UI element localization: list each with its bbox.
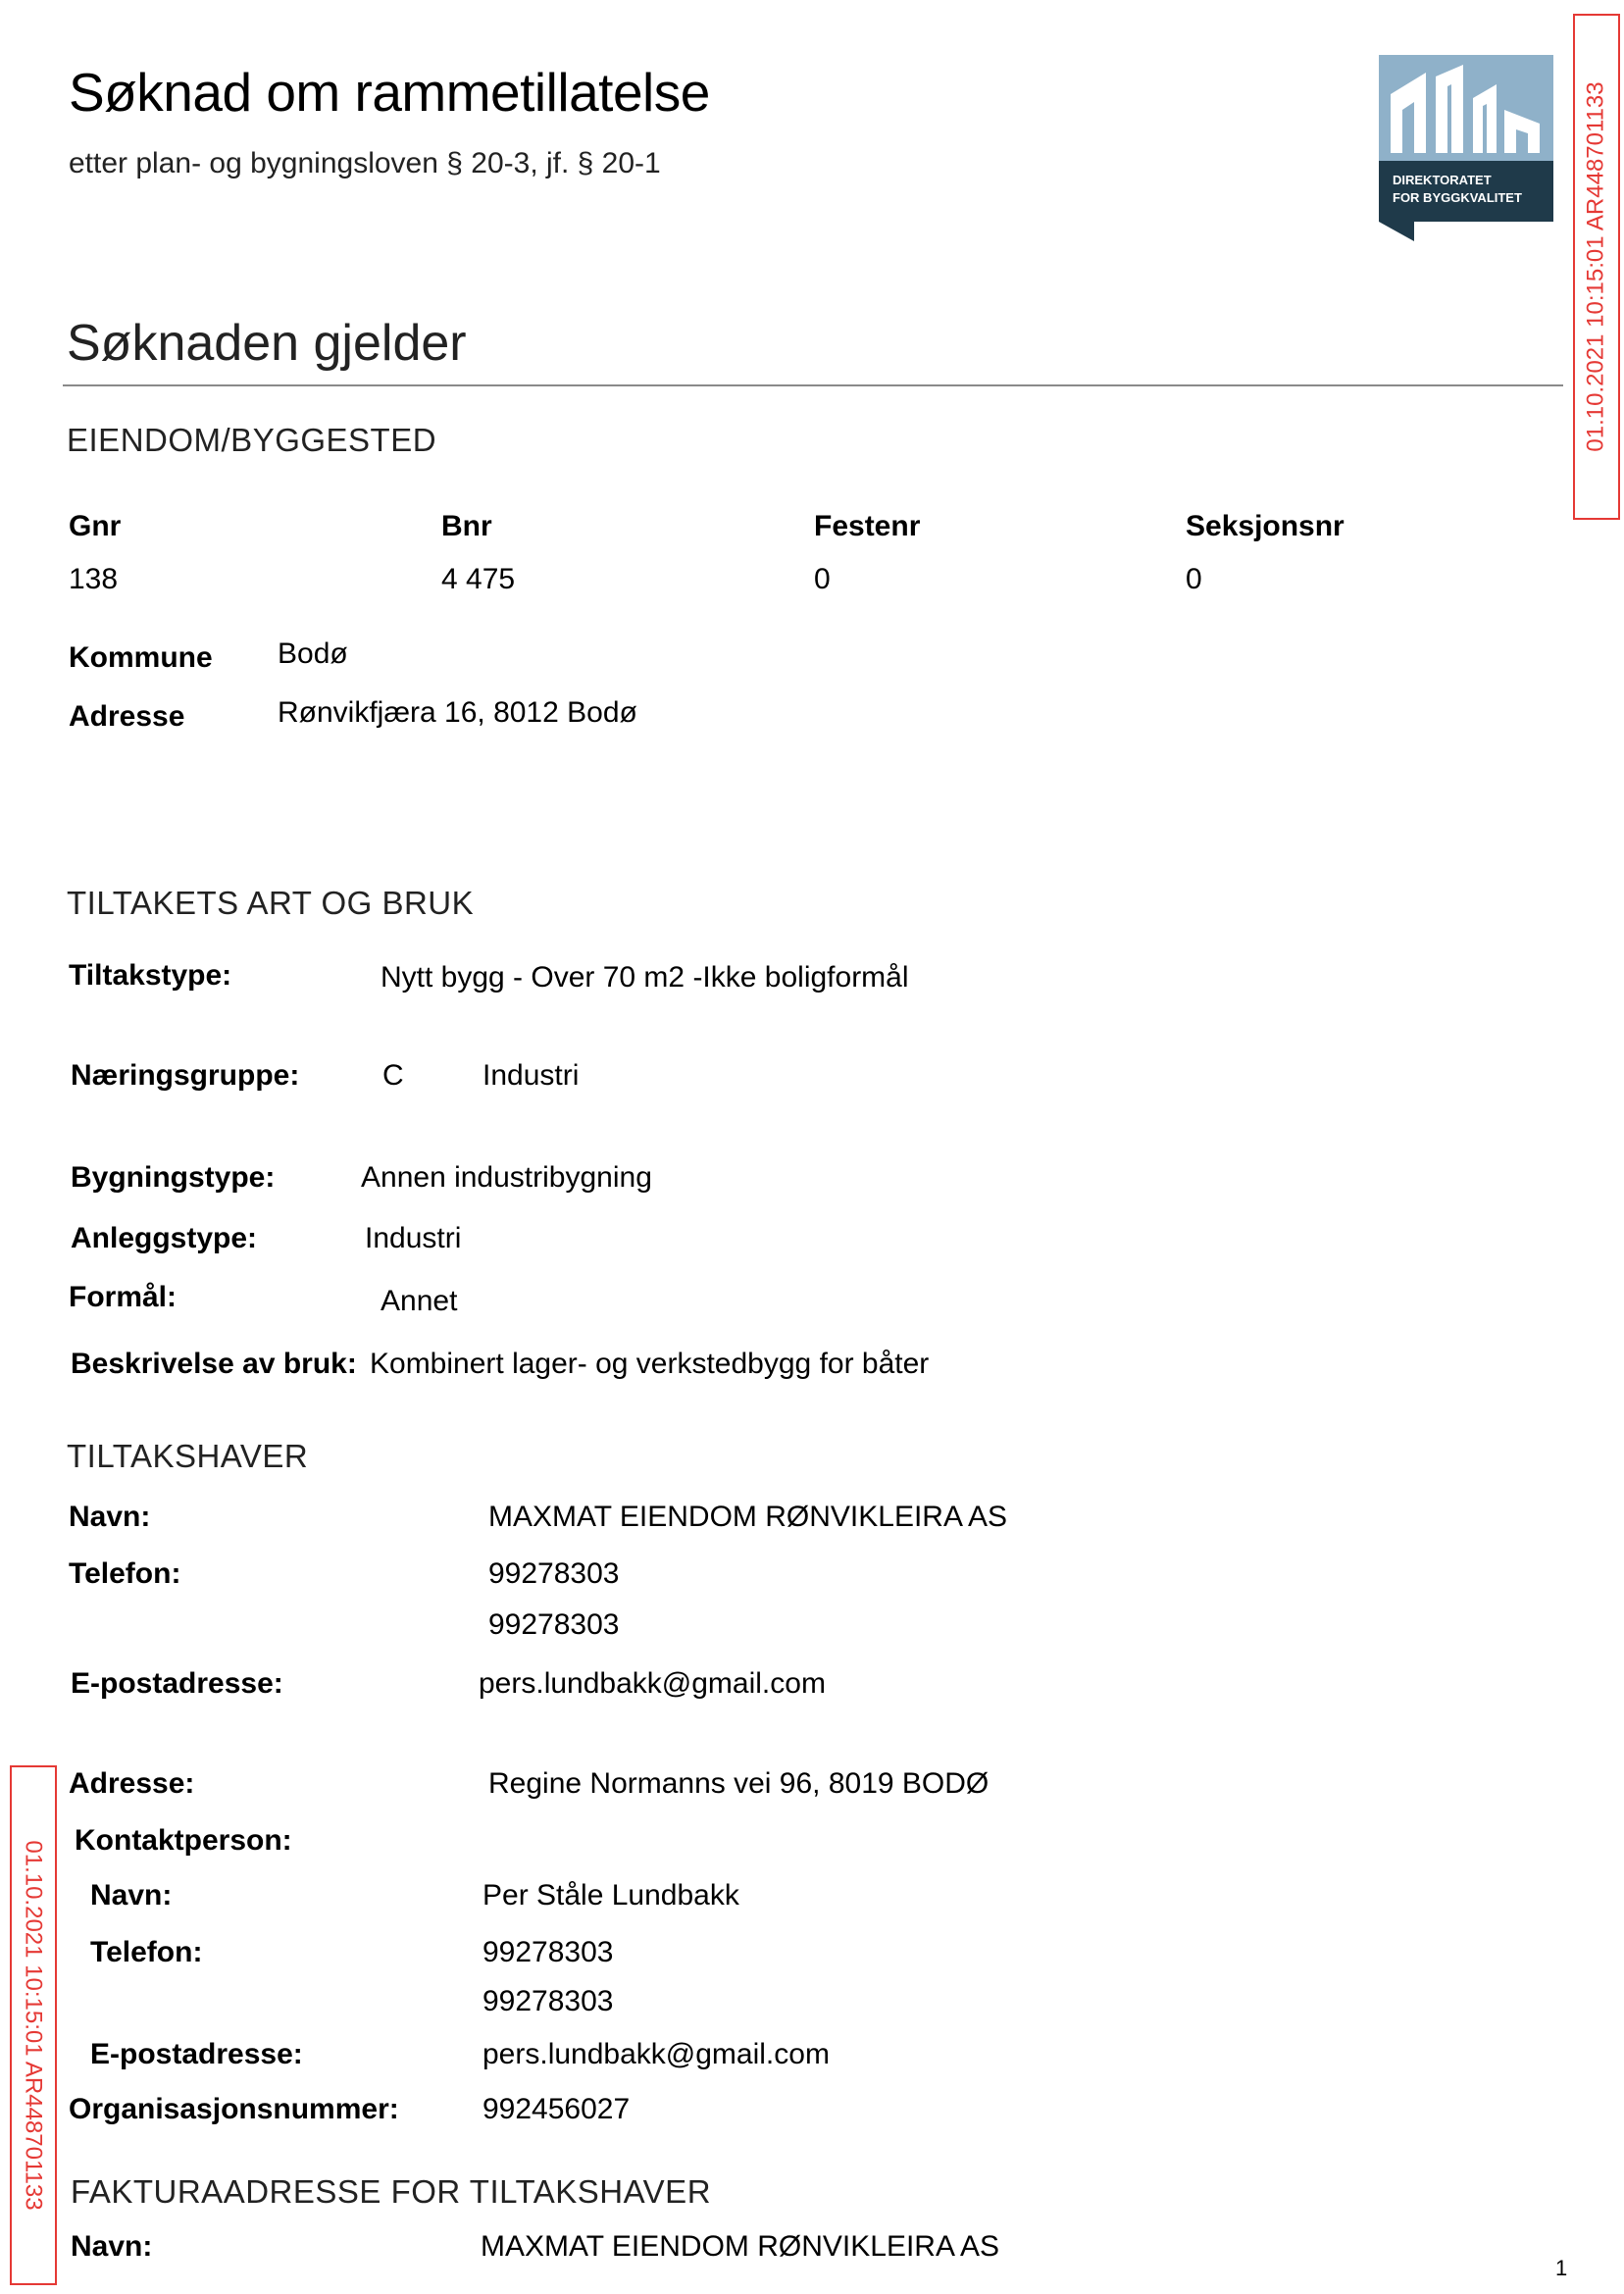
faktura-heading: FAKTURAADRESSE FOR TILTAKSHAVER bbox=[71, 2173, 712, 2210]
kontaktperson-epost-label: E-postadresse: bbox=[90, 2038, 303, 2070]
tiltakshaver-adresse-label: Adresse: bbox=[69, 1767, 195, 1800]
naeringsgruppe-code: C bbox=[382, 1059, 404, 1092]
adresse-label: Adresse bbox=[69, 700, 185, 733]
beskrivelse-label: Beskrivelse av bruk: bbox=[71, 1348, 357, 1380]
kontaktperson-navn-label: Navn: bbox=[90, 1879, 173, 1912]
tiltakshaver-epost-value: pers.lundbakk@gmail.com bbox=[479, 1667, 826, 1700]
kommune-value: Bodø bbox=[278, 637, 348, 670]
kontaktperson-epost-value: pers.lundbakk@gmail.com bbox=[482, 2038, 830, 2070]
kontaktperson-telefon-value-2: 99278303 bbox=[482, 1985, 614, 2017]
page-number: 1 bbox=[1555, 2256, 1568, 2280]
naeringsgruppe-value: Industri bbox=[482, 1059, 580, 1092]
faktura-navn-value: MAXMAT EIENDOM RØNVIKLEIRA AS bbox=[481, 2230, 1000, 2263]
bygningstype-label: Bygningstype: bbox=[71, 1161, 276, 1194]
kommune-label: Kommune bbox=[69, 641, 213, 674]
timestamp-stamp-left: 01.10.2021 10:15:01 AR448701133 bbox=[10, 1765, 57, 2285]
adresse-value: Rønvikfjæra 16, 8012 Bodø bbox=[278, 696, 637, 729]
gnr-label: Gnr bbox=[69, 510, 122, 542]
seksjonsnr-label: Seksjonsnr bbox=[1186, 510, 1345, 542]
tiltak-heading: TILTAKETS ART OG BRUK bbox=[67, 885, 475, 921]
kontaktperson-telefon-value-1: 99278303 bbox=[482, 1936, 614, 1968]
tiltakstype-label: Tiltakstype: bbox=[69, 959, 232, 992]
tiltakshaver-telefon-label: Telefon: bbox=[69, 1557, 181, 1590]
tiltakshaver-telefon-value-1: 99278303 bbox=[488, 1557, 620, 1590]
document-title: Søknad om rammetillatelse bbox=[69, 62, 710, 123]
formal-label: Formål: bbox=[69, 1281, 178, 1313]
organisasjonsnummer-value: 992456027 bbox=[482, 2093, 631, 2125]
tiltakshaver-epost-label: E-postadresse: bbox=[71, 1667, 283, 1700]
tiltakstype-value: Nytt bygg - Over 70 m2 -Ikke boligformål bbox=[381, 961, 909, 994]
bygningstype-value: Annen industribygning bbox=[361, 1161, 652, 1194]
kontaktperson-label: Kontaktperson: bbox=[75, 1824, 292, 1857]
tiltakshaver-telefon-value-2: 99278303 bbox=[488, 1608, 620, 1641]
tiltakshaver-adresse-value: Regine Normanns vei 96, 8019 BODØ bbox=[488, 1767, 990, 1800]
eiendom-heading: EIENDOM/BYGGESTED bbox=[67, 422, 437, 458]
gnr-value: 138 bbox=[69, 563, 119, 595]
bnr-value: 4 475 bbox=[441, 563, 516, 595]
section-divider bbox=[63, 384, 1563, 386]
anleggstype-label: Anleggstype: bbox=[71, 1222, 258, 1254]
bnr-label: Bnr bbox=[441, 510, 492, 542]
festenr-label: Festenr bbox=[814, 510, 921, 542]
kontaktperson-navn-value: Per Ståle Lundbakk bbox=[482, 1879, 739, 1912]
faktura-navn-label: Navn: bbox=[71, 2230, 153, 2263]
tiltakshaver-navn-value: MAXMAT EIENDOM RØNVIKLEIRA AS bbox=[488, 1501, 1008, 1533]
tiltakshaver-heading: TILTAKSHAVER bbox=[67, 1438, 309, 1474]
timestamp-stamp-top: 01.10.2021 10:15:01 AR448701133 bbox=[1573, 14, 1620, 520]
naeringsgruppe-label: Næringsgruppe: bbox=[71, 1059, 300, 1092]
beskrivelse-value: Kombinert lager- og verkstedbygg for båter bbox=[370, 1348, 930, 1380]
logo-text-line2: FOR BYGGKVALITET bbox=[1393, 190, 1522, 205]
section-heading-soknad: Søknaden gjelder bbox=[67, 315, 467, 372]
anleggstype-value: Industri bbox=[365, 1222, 462, 1254]
formal-value: Annet bbox=[381, 1285, 458, 1317]
kontaktperson-telefon-label: Telefon: bbox=[90, 1936, 203, 1968]
tiltakshaver-navn-label: Navn: bbox=[69, 1501, 151, 1533]
logo-text-line1: DIREKTORATET bbox=[1393, 173, 1492, 187]
organisasjonsnummer-label: Organisasjonsnummer: bbox=[69, 2093, 399, 2125]
document-subtitle: etter plan- og bygningsloven § 20-3, jf. § 20-1 bbox=[69, 147, 661, 179]
dibk-logo bbox=[1379, 55, 1553, 241]
seksjonsnr-value: 0 bbox=[1186, 563, 1202, 595]
festenr-value: 0 bbox=[814, 563, 831, 595]
